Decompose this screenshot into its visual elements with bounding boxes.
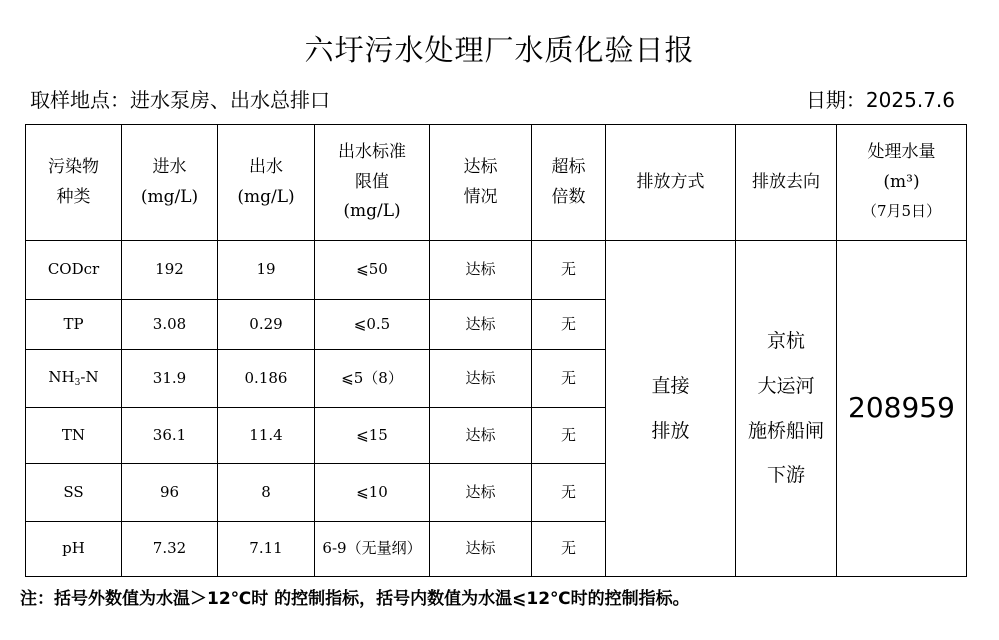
header-discharge-method: 排放方式 <box>606 125 736 241</box>
header-limit: 出水标准 限值 (mg/L) <box>315 125 430 241</box>
cell-pollutant: SS <box>26 464 122 522</box>
table-row <box>26 241 967 300</box>
cell-exceed: 无 <box>532 241 606 300</box>
cell-influent: 3.08 <box>122 300 218 350</box>
cell-pollutant: TP <box>26 300 122 350</box>
cell-pollutant: CODcr <box>26 241 122 300</box>
cell-effluent: 8 <box>218 464 315 522</box>
cell-discharge-destination: 京杭 大运河 施桥船闸 下游 <box>736 241 837 577</box>
cell-pollutant: pH <box>26 522 122 577</box>
header-discharge-destination: 排放去向 <box>736 125 837 241</box>
cell-pollutant: $NH_3-N$ <box>26 350 122 408</box>
cell-exceed: 无 <box>532 464 606 522</box>
cell-exceed: 无 <box>532 522 606 577</box>
cell-volume-value: 208959 <box>837 241 967 577</box>
cell-influent: 36.1 <box>122 408 218 464</box>
cell-limit: ⩽50 <box>315 241 430 300</box>
sampling-location: 取样地点：进水泵房、出水总排口 <box>30 88 330 112</box>
header-pollutant: 污染物 种类 <box>26 125 122 241</box>
cell-effluent: 0.29 <box>218 300 315 350</box>
cell-limit: ⩽15 <box>315 408 430 464</box>
cell-status: 达标 <box>430 350 532 408</box>
report-title: 六圩污水处理厂水质化验日报 <box>304 33 695 67</box>
cell-effluent: 19 <box>218 241 315 300</box>
cell-exceed: 无 <box>532 350 606 408</box>
cell-limit: ⩽5（8） <box>315 350 430 408</box>
cell-exceed: 无 <box>532 408 606 464</box>
cell-discharge-method: 直接 排放 <box>606 241 736 577</box>
cell-exceed: 无 <box>532 300 606 350</box>
cell-status: 达标 <box>430 241 532 300</box>
cell-influent: 192 <box>122 241 218 300</box>
cell-effluent: 11.4 <box>218 408 315 464</box>
cell-influent: 96 <box>122 464 218 522</box>
cell-status: 达标 <box>430 522 532 577</box>
header-effluent: 出水 (mg/L) <box>218 125 315 241</box>
header-volume: 处理水量 (m³) （7月5日） <box>837 125 967 241</box>
header-compliance: 达标 情况 <box>430 125 532 241</box>
footnote: 注：括号外数值为水温＞12℃时 的控制指标，括号内数值为水温⩽12℃时的控制指标。 <box>20 589 690 609</box>
cell-limit: ⩽10 <box>315 464 430 522</box>
cell-limit: 6-9（无量纲） <box>315 522 430 577</box>
cell-effluent: 7.11 <box>218 522 315 577</box>
table-header-row <box>26 125 967 241</box>
report-date: 日期：2025.7.6 <box>805 88 955 112</box>
header-exceed: 超标 倍数 <box>532 125 606 241</box>
water-quality-table <box>25 124 967 577</box>
header-influent: 进水 (mg/L) <box>122 125 218 241</box>
cell-limit: ⩽0.5 <box>315 300 430 350</box>
cell-status: 达标 <box>430 464 532 522</box>
cell-influent: 7.32 <box>122 522 218 577</box>
cell-effluent: 0.186 <box>218 350 315 408</box>
cell-status: 达标 <box>430 408 532 464</box>
cell-influent: 31.9 <box>122 350 218 408</box>
cell-status: 达标 <box>430 300 532 350</box>
cell-pollutant: TN <box>26 408 122 464</box>
